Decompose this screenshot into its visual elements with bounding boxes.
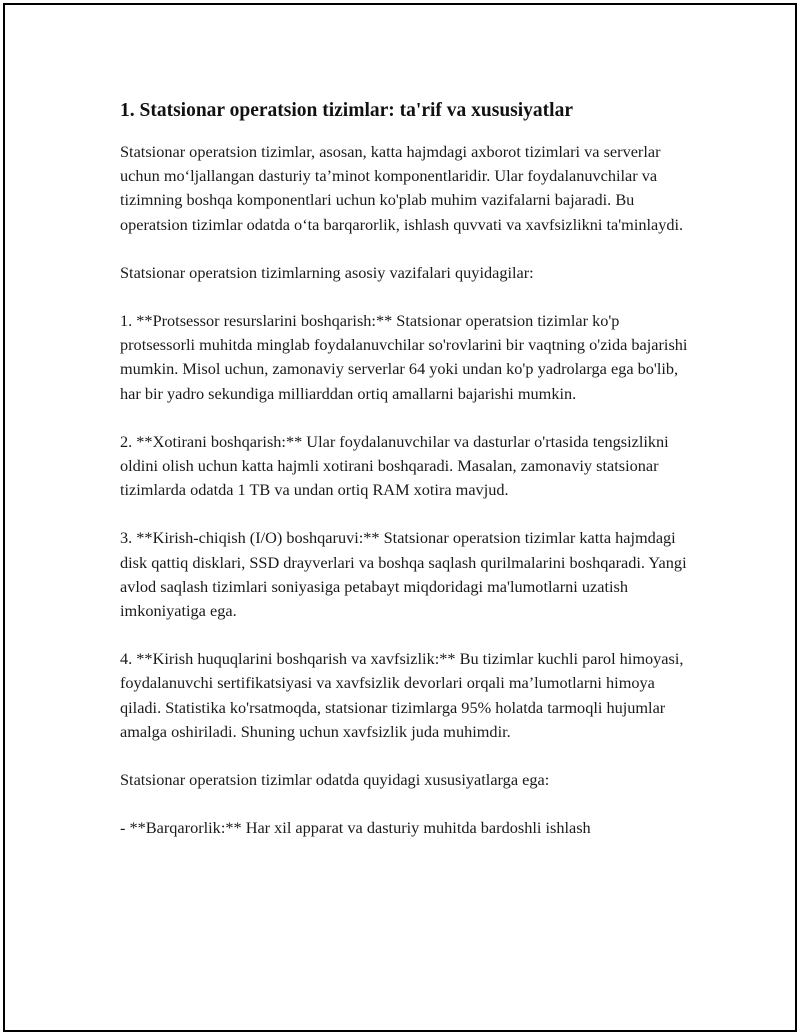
section-heading: 1. Statsionar operatsion tizimlar: ta'rif va xususiyatlar <box>120 100 573 121</box>
feature-item-stability: - **Barqarorlik:** Har xil apparat va dasturiy muhitda bardoshli ishlash <box>120 818 591 838</box>
list-item-security: 4. **Kirish huquqlarini boshqarish va xavfsizlik:** Bu tizimlar kuchli parol himoyasi, foydalanuvchi sertifikatsiyasi va xavfsizlik devorlari orqali ma’lumotlarni himoya qiladi. Statistika ko'rsatmoqda, statsionar tizimlarga 95% holatda tarmoqli hujumlar amalga oshiriladi. Shuning uchun xavfsizlik juda muhimdir. <box>120 649 684 741</box>
document-page <box>3 3 797 1032</box>
list-item-io: 3. **Kirish-chiqish (I/O) boshqaruvi:** Statsionar operatsion tizimlar katta hajmdagi disk qattiq disklari, SSD drayverlari va boshqa saqlash qurilmalarini boshqaradi. Yangi avlod saqlash tizimlari soniyasiga petabayt miqdoridagi ma'lumotlarni uzatish imkoniyatiga ega. <box>120 528 687 621</box>
intro-paragraph: Statsionar operatsion tizimlar, asosan, katta hajmdagi axborot tizimlari va serverlar uchun mo‘ljallangan dasturiy ta’minot komponentlaridir. Ular foydalanuvchilar va tizimning boshqa komponentlari uchun ko'plab muhim vazifalarni bajaradi. Bu operatsion tizimlar odatda o‘ta barqarorlik, ishlash quvvati va xavfsizlikni ta'minlaydi. <box>120 142 684 234</box>
tasks-intro-paragraph: Statsionar operatsion tizimlarning asosiy vazifalari quyidagilar: <box>120 262 534 282</box>
document-body <box>120 97 690 864</box>
features-intro-paragraph: Statsionar operatsion tizimlar odatda quyidagi xususiyatlarga ega: <box>120 770 550 790</box>
list-item-memory: 2. **Xotirani boshqarish:** Ular foydalanuvchilar va dasturlar o'rtasida tengsizlikni oldini olish uchun katta hajmli xotirani boshqaradi. Masalan, zamonaviy statsionar tizimlarda odatda 1 TB va undan ortiq RAM xotira mavjud. <box>120 431 669 500</box>
list-item-processor: 1. **Protsessor resurslarini boshqarish:** Statsionar operatsion tizimlar ko'p protsessorli muhitda minglab foydalanuvchilar so'rovlarini bir vaqtning o'zida bajarishi mumkin. Misol uchun, zamonaviy serverlar 64 yoki undan ko'p yadrolarga ega bo'lib, har bir yadro sekundiga milliarddan ortiq amallarni bajarishi mumkin. <box>120 311 688 403</box>
